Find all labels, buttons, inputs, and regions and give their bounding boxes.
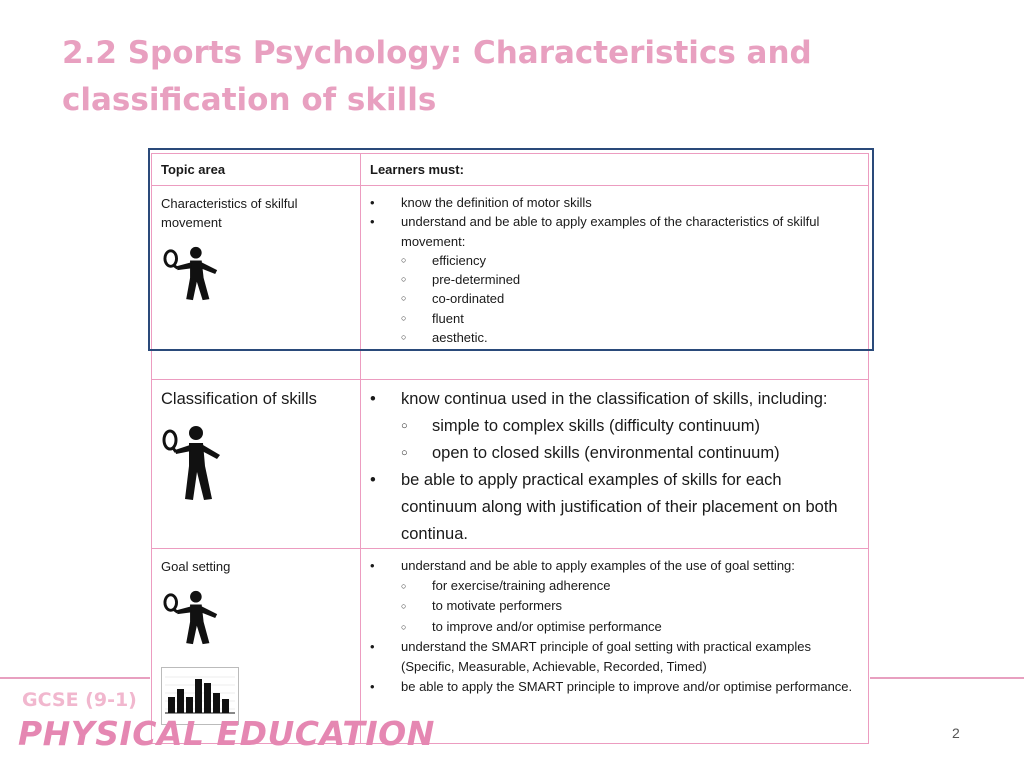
brand-qualification: GCSE (9-1) xyxy=(22,689,137,711)
brand-subject: PHYSICAL EDUCATION xyxy=(18,714,435,753)
list-item xyxy=(361,193,860,212)
objective-list xyxy=(361,549,868,697)
sub-list xyxy=(401,576,860,637)
header-learners-must: Learners must: xyxy=(361,154,869,186)
sub-list xyxy=(401,251,860,347)
table-row xyxy=(152,380,869,549)
table-header-row xyxy=(152,154,869,186)
sub-list-item: ○ simple to complex skills (difficulty continuum) xyxy=(401,413,860,440)
list-item xyxy=(361,677,860,697)
sub-list-item: ○ fluent xyxy=(401,309,860,328)
sub-list-item: ○ co-ordinated xyxy=(401,289,860,308)
sub-list-item: ○ efficiency xyxy=(401,251,860,270)
sub-list-item: ○ aesthetic. xyxy=(401,328,860,347)
learning-objectives-cell xyxy=(361,186,869,380)
header-topic-area: Topic area xyxy=(152,154,361,186)
sub-list-item: ○ open to closed skills (environmental continuum) xyxy=(401,440,860,467)
objective-list xyxy=(361,380,868,548)
tennis-player-icon xyxy=(161,424,223,502)
sub-list-item: ○ pre-determined xyxy=(401,270,860,289)
topic-label: Classification of skills xyxy=(161,390,317,408)
bullet-text: understand the SMART principle of goal setting with practical examples (Specific, Measurable, Achievable, Recorded, Timed) xyxy=(401,638,811,675)
objective-list xyxy=(361,186,868,347)
topic-cell xyxy=(152,380,361,549)
tennis-player-icon xyxy=(161,589,223,647)
topic-label: Goal setting xyxy=(161,559,231,574)
sub-list-item: ○ to improve and/or optimise performance xyxy=(401,617,860,637)
page-number: 2 xyxy=(952,725,960,741)
bullet-text: understand and be able to apply examples of the characteristics of skilful movement: xyxy=(401,214,820,249)
sub-list-item: ○ for exercise/training adherence xyxy=(401,576,860,596)
topic-label: Characteristics of skilful movement xyxy=(161,196,298,231)
footer-divider xyxy=(0,677,150,679)
bullet-text: be able to apply the SMART principle to improve and/or optimise performance. xyxy=(401,679,853,695)
learning-objectives-cell xyxy=(361,549,869,744)
footer-divider xyxy=(870,677,1024,679)
list-item xyxy=(361,467,860,548)
list-item xyxy=(361,556,860,637)
table-row xyxy=(152,186,869,380)
specification-table xyxy=(151,153,869,744)
bullet-text: know continua used in the classification of skills, including: xyxy=(401,390,828,408)
sub-list-item: ○ to motivate performers xyxy=(401,596,860,616)
tennis-player-icon xyxy=(161,245,223,303)
topic-cell xyxy=(152,186,361,380)
learning-objectives-cell xyxy=(361,380,869,549)
list-item xyxy=(361,212,860,347)
slide-title: 2.2 Sports Psychology: Characteristics and classification of skills xyxy=(62,35,812,118)
sub-list xyxy=(401,413,860,467)
list-item xyxy=(361,386,860,467)
bullet-text: understand and be able to apply examples of the use of goal setting: xyxy=(401,558,795,573)
bullet-text: know the definition of motor skills xyxy=(401,195,592,210)
bullet-text: be able to apply practical examples of skills for each continuum along with justification of their placement on both continua. xyxy=(401,471,838,543)
list-item xyxy=(361,637,860,677)
